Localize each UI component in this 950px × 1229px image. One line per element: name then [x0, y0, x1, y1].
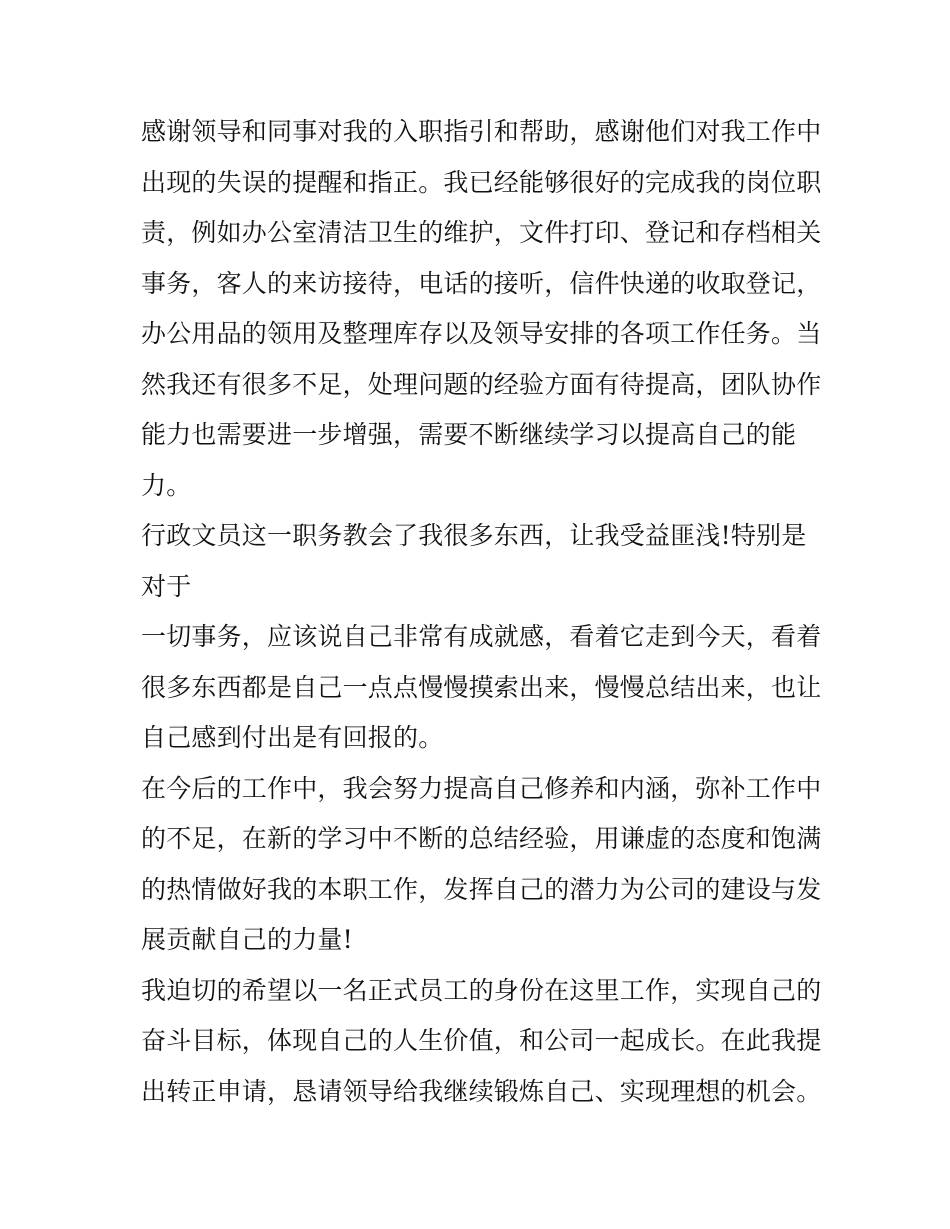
- text-line: 事务，客人的来访接待，电话的接听，信件快递的收取登记，: [141, 268, 822, 298]
- text-line: 出转正申请，恳请领导给我继续锻炼自己、实现理想的机会。: [141, 1076, 822, 1106]
- text-line: 一切事务，应该说自己非常有成就感，看着它走到今天，看着: [141, 622, 822, 651]
- text-line: 责，例如办公室清洁卫生的维护，文件打印、登记和存档相关: [141, 218, 822, 247]
- text-line: 我迫切的希望以一名正式员工的身份在这里工作，实现自己的: [141, 975, 822, 1005]
- text-line: 力。: [141, 470, 192, 500]
- text-line: 奋斗目标，体现自己的人生价值，和公司一起成长。在此我提: [141, 1026, 822, 1055]
- text-line: 行政文员这一职务教会了我很多东西，让我受益匪浅!特别是: [141, 521, 807, 550]
- document-body: [141, 107, 821, 1117]
- text-line: 出现的失误的提醒和指正。我已经能够很好的完成我的岗位职: [141, 167, 822, 197]
- text-line: 办公用品的领用及整理库存以及领导安排的各项工作任务。当: [141, 319, 822, 348]
- text-line: 然我还有很多不足，处理问题的经验方面有待提高，团队协作: [141, 369, 822, 399]
- text-line: 能力也需要进一步增强，需要不断继续学习以提高自己的能: [141, 420, 797, 449]
- text-line: 自己感到付出是有回报的。: [141, 723, 444, 752]
- text-line: 的热情做好我的本职工作，发挥自己的潜力为公司的建设与发: [141, 874, 822, 904]
- text-line: 的不足，在新的学习中不断的总结经验，用谦虚的态度和饱满: [141, 824, 822, 853]
- text-line: 对于: [141, 571, 192, 601]
- text-line: 在今后的工作中，我会努力提高自己修养和内涵，弥补工作中: [141, 773, 822, 803]
- text-line: 很多东西都是自己一点点慢慢摸索出来，慢慢总结出来，也让: [141, 672, 822, 702]
- text-line: 展贡献自己的力量!: [141, 925, 353, 954]
- text-line: 感谢领导和同事对我的入职指引和帮助，感谢他们对我工作中: [141, 117, 822, 146]
